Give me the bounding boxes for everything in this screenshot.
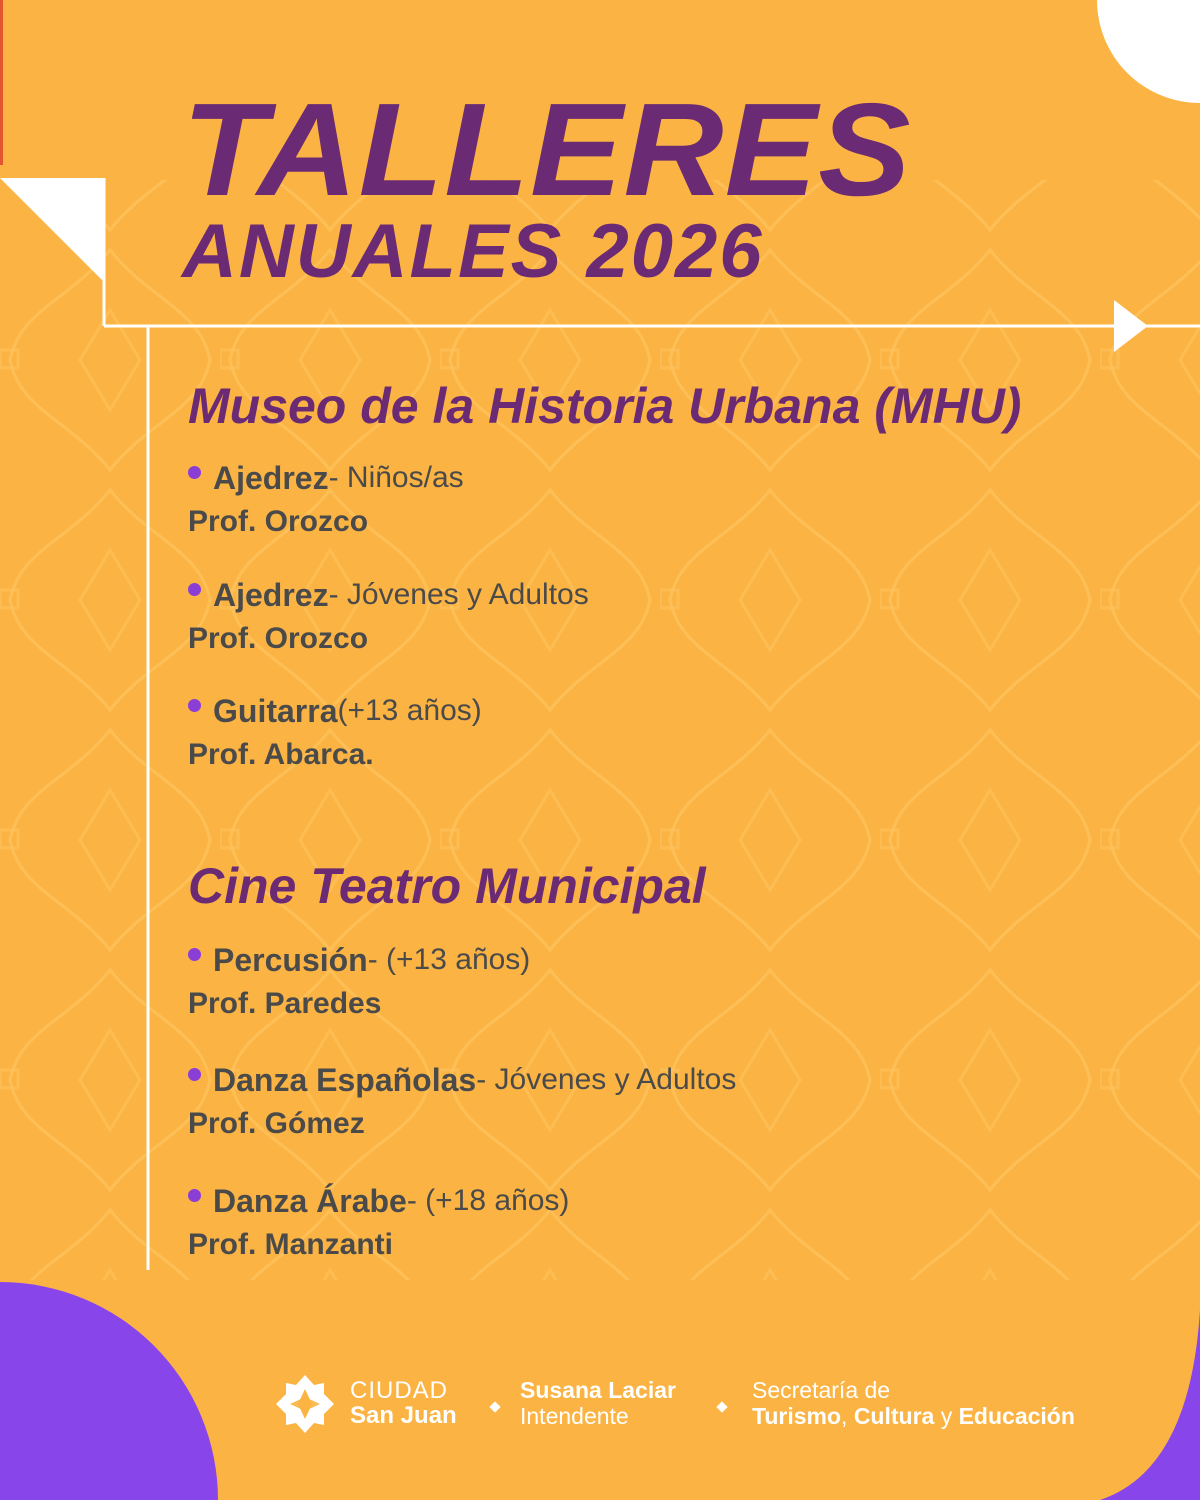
item-name: Guitarra xyxy=(213,693,338,729)
list-item xyxy=(188,691,482,775)
secretary-turismo: Turismo xyxy=(752,1403,842,1429)
item-name: Percusión xyxy=(213,942,368,978)
arrow-head-icon xyxy=(1114,300,1148,352)
section-title-cine-teatro: Cine Teatro Municipal xyxy=(188,858,706,914)
mayor-role: Intendente xyxy=(520,1403,629,1429)
corner-circle-top-right xyxy=(1097,0,1200,103)
item-prof: Prof. Gómez xyxy=(188,1107,365,1140)
secretary-line-2 xyxy=(752,1403,1075,1429)
item-name: Ajedrez xyxy=(213,577,329,613)
secretary-educacion: Educación xyxy=(958,1403,1075,1429)
item-detail: - (+18 años) xyxy=(406,1184,570,1217)
logo-line-2: San Juan xyxy=(350,1402,457,1429)
secretary-separator: , xyxy=(841,1403,854,1429)
ciudad-san-juan-logo xyxy=(274,1373,457,1435)
item-prof: Prof. Manzanti xyxy=(188,1228,394,1261)
secretary-cultura: Cultura xyxy=(853,1403,935,1429)
triangle-top-left xyxy=(0,178,104,282)
list-item xyxy=(188,458,464,542)
item-name: Danza Españolas xyxy=(213,1062,477,1098)
list-item xyxy=(188,1181,569,1265)
item-name: Ajedrez xyxy=(213,460,329,496)
item-detail: (+13 años) xyxy=(337,694,482,727)
secretary-separator: y xyxy=(934,1403,959,1429)
purple-dot-icon xyxy=(188,466,201,479)
item-prof: Prof. Abarca. xyxy=(188,738,374,771)
purple-dot-icon xyxy=(188,583,201,596)
separator-dot-icon xyxy=(489,1401,500,1412)
separator-dot-icon xyxy=(716,1401,727,1412)
section-title-mhu: Museo de la Historia Urbana (MHU) xyxy=(188,378,1022,434)
secretary-line-1: Secretaría de xyxy=(752,1377,891,1403)
item-prof: Prof. Orozco xyxy=(188,622,369,655)
list-item xyxy=(188,1060,736,1144)
secretary-credit xyxy=(752,1377,1075,1429)
logo-line-1: CIUDAD xyxy=(350,1377,449,1404)
item-detail: - (+13 años) xyxy=(367,943,531,976)
page-title: TALLERES xyxy=(182,76,912,223)
list-item xyxy=(188,575,589,659)
page-subtitle: ANUALES 2026 xyxy=(182,209,764,294)
item-detail: - Niños/as xyxy=(328,461,464,494)
purple-dot-icon xyxy=(188,948,201,961)
item-detail: - Jóvenes y Adultos xyxy=(476,1063,737,1096)
item-detail: - Jóvenes y Adultos xyxy=(328,578,589,611)
item-prof: Prof. Orozco xyxy=(188,505,369,538)
list-item xyxy=(188,940,530,1024)
mayor-credit xyxy=(520,1377,676,1429)
item-prof: Prof. Paredes xyxy=(188,987,382,1020)
ciudad-san-juan-logo-icon xyxy=(274,1373,336,1435)
purple-dot-icon xyxy=(188,1068,201,1081)
purple-dot-icon xyxy=(188,1189,201,1202)
mayor-name: Susana Laciar xyxy=(520,1377,676,1403)
purple-dot-icon xyxy=(188,699,201,712)
footer xyxy=(0,1365,1200,1445)
item-name: Danza Árabe xyxy=(213,1183,407,1219)
